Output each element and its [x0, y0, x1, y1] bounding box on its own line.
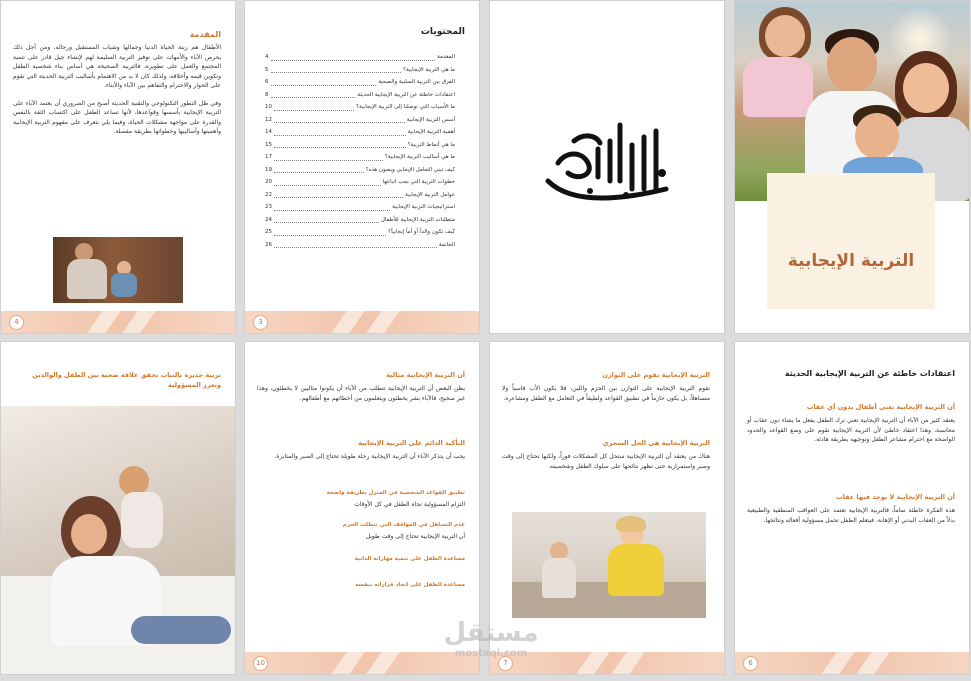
section-text: هناك من يعتقد أن التربية الإيجابية ستحل كل المشكلات فوراً، ولكنها تحتاج إلى وقت وصبر واستمرارية حتى تظهر نتائجها على سلوك الطفل وشخصيته. — [502, 453, 710, 470]
page-number: 3 — [253, 315, 268, 330]
section-text: يعتقد كثير من الآباء أن التربية الإيجابية تعني ترك الطفل يفعل ما يشاء دون عقاب أو محاسبة، وهذا اعتقاد خاطئ لأن التربية الإيجابية تقوم على وضع القواعد والحدود الواضحة مع احترام مشاعر الطفل وتوجيهه بطريقة هادئة. — [747, 417, 955, 443]
cover-page[interactable] — [734, 0, 970, 334]
intro-heading: المقدمة — [189, 30, 221, 39]
myths-heading: اعتقادات خاطئة عن التربية الإيجابية الحديثة — [784, 369, 955, 378]
mostaql-watermark: مستقل mostaql.com — [443, 618, 539, 659]
toc-item[interactable]: اعتقادات خاطئة عن التربية الإيجابية الحديثة 8 — [265, 91, 455, 98]
list-line: تطبيق القواعد الشخصية في المنزل بطريقة واضحة — [326, 490, 465, 496]
toc-item[interactable]: استراتيجيات التربية الإيجابية 23 — [265, 204, 455, 210]
intro-page[interactable] — [0, 0, 236, 334]
toc-item[interactable]: أسس التربية الإيجابية 12 — [265, 116, 455, 123]
toc-item[interactable]: ما هي أساليب التربية الإيجابية؟ 17 — [265, 154, 455, 160]
cover-title-card — [767, 173, 935, 309]
list-line: مساعدة الطفل على اتخاذ قراراته بنفسه — [355, 582, 465, 588]
basmala-page[interactable] — [489, 0, 725, 334]
section-title: أن التربية الإيجابية مثالية — [386, 371, 465, 379]
mother-child-bed-photo — [1, 406, 236, 675]
toc-item[interactable]: الخاتمة 26 — [265, 241, 455, 248]
page-number: 6 — [743, 656, 758, 671]
list-line: عدم التساهل في المواقف التي تتطلب الحزم — [342, 522, 465, 528]
section-title: التربية الإيجابية هي الحل السحري — [602, 439, 710, 447]
toc-item[interactable]: ما الأسباب التي توصلنا إلى التربية الإيجابية؟ 10 — [265, 104, 455, 110]
mother-daughter-photo — [512, 512, 706, 618]
toc-item[interactable]: كيف تبني التعامل الإيجابي ويصون هذه؟ 19 — [265, 166, 455, 173]
page-footer — [1, 311, 235, 333]
mother-child-photo — [53, 237, 183, 303]
basmala-calligraphy — [538, 111, 678, 211]
toc-item[interactable]: عوامل التربية الإيجابية 22 — [265, 191, 455, 198]
family-photo — [735, 1, 970, 201]
toc-item[interactable]: كيف تكون والداً أو أماً إيجابياً؟ 25 — [265, 229, 455, 235]
list-line: التزام المسؤولية تجاه الطفل في كل الأوقات — [354, 501, 465, 508]
page-number: 10 — [253, 656, 268, 671]
section-title: التربية الإيجابية تقوم على التوازن — [602, 371, 710, 379]
toc-item[interactable]: ما هي أنماط التربية؟ 15 — [265, 141, 455, 148]
intro-paragraph: وفي ظل التطور التكنولوجي والتقنية الحديثة أصبح من الضروري أن يعتمد الآباء على التربية الإيجابية بأسسها وقواعدها، لأنها تساعد الطفل على اكتساب الثقة بالنفس والقدرة على مواجهة مشكلات الحياة، وفيما يلي نتعرف على مفهوم التربية الإيجابية وأهميتها وأساليبها وخطواتها بطريقة مفصلة. — [13, 99, 221, 135]
page-footer — [245, 311, 479, 333]
toc-item[interactable]: أهمية التربية الإيجابية 14 — [265, 129, 455, 135]
page-number: 4 — [9, 315, 24, 330]
page-footer — [735, 652, 969, 674]
toc-page[interactable] — [244, 0, 480, 334]
page-caption: تربية جديرة بالنبات تحقق علاقة صحية بين الطفل والوالدين وتعزز المسؤولية — [32, 371, 221, 389]
myths-page[interactable] — [734, 341, 970, 675]
list-line: مساعدة الطفل على تنمية مهاراته الذاتية — [354, 556, 465, 562]
toc-title: المحتويات — [420, 27, 465, 37]
section-text: يظن البعض أن التربية الإيجابية تتطلب من الآباء أن يكونوا مثاليين لا يخطئون، وهذا غير صحيح، فالآباء بشر يخطئون ويتعلمون من أخطائهم مع أطفالهم. — [257, 385, 465, 402]
toc-list — [265, 51, 455, 251]
toc-item[interactable]: خطوات التربية التي يجب اتباعها 20 — [265, 179, 455, 185]
cover-title: التربية الإيجابية — [787, 251, 915, 271]
toc-item[interactable]: متطلبات التربية الإيجابية للأطفال 24 — [265, 216, 455, 223]
page-number: 7 — [498, 656, 513, 671]
section-title: التأكيد الدائم على التربية الإيجابية — [358, 439, 465, 447]
intro-paragraph: الأطفال هم زينة الحياة الدنيا وجمالها وشباب المستقبل ورجاله، ومن أجل ذلك يحرص الآباء والأمهات على توفير التربية السليمة لهم لإنشاء جيل قادر على تنمية المجتمع والعمل على تطويره، فالتربية الصحيحة هي أساس بناء شخصية الطفل وتكوين قيمه وأخلاقه، ولذلك كان لا بد من الاهتمام بأساليب التربية الحديثة التي تقوم على الحوار والاحترام والتفاهم بين الآباء والأبناء. — [13, 44, 221, 89]
list-line: أن التربية الإيجابية تحتاج إلى وقت طويل — [365, 533, 465, 540]
toc-item[interactable]: الفرق بين التربية السلبية والصحية 6 — [265, 79, 455, 85]
section-title: أن التربية الإيجابية تعني أطفال بدون أي عقاب — [806, 403, 955, 411]
section-title: أن التربية الإيجابية لا يوجد فيها عقاب — [836, 493, 955, 501]
section-text: يجب أن يتذكر الآباء أن التربية الإيجابية رحلة طويلة تحتاج إلى الصبر والمثابرة. — [274, 453, 465, 460]
toc-item[interactable]: ما هي التربية الإيجابية؟ 5 — [265, 66, 455, 73]
photo-page[interactable] — [0, 341, 236, 675]
section-text: هذه الفكرة خاطئة تماماً، فالتربية الإيجابية تعتمد على العواقب المنطقية والطبيعية بدلاً من العقاب البدني أو الإهانة، فيتعلم الطفل تحمل مسؤولية أفعاله ونتائجها. — [747, 507, 955, 524]
section-text: تقوم التربية الإيجابية على التوازن بين الحزم واللين، فلا يكون الأب قاسياً ولا متساهلاً، بل يكون حازماً في تطبيق القواعد ولطيفاً في التعامل مع الطفل ومشاعره. — [502, 385, 710, 402]
intro-body — [13, 43, 221, 137]
toc-item[interactable]: المقدمة 4 — [265, 54, 455, 60]
